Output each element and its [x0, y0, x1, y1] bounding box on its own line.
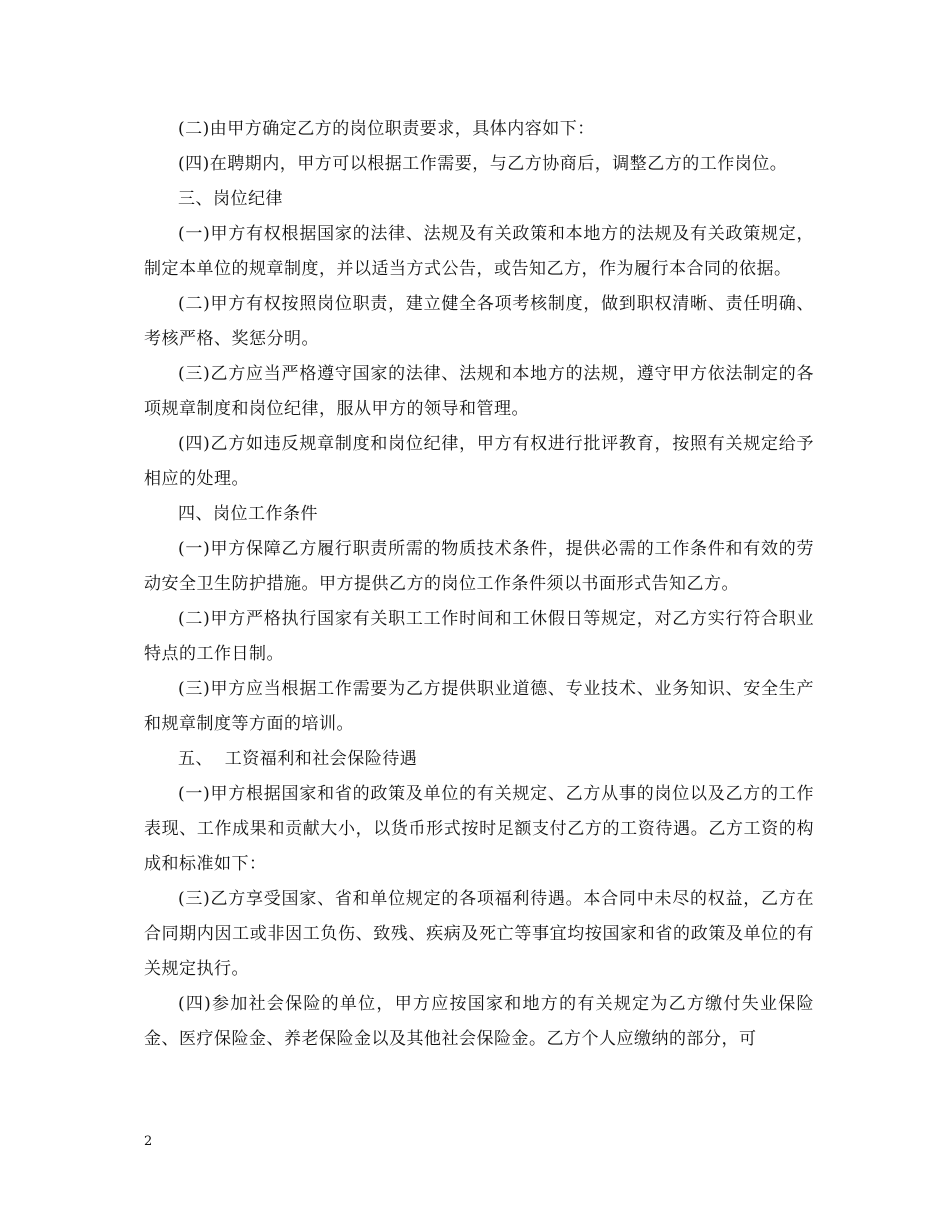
- paragraph: (一)甲方保障乙方履行职责所需的物质技术条件，提供必需的工作条件和有效的劳动安全卫生防护措施。甲方提供乙方的岗位工作条件须以书面形式告知乙方。: [144, 539, 814, 594]
- section-heading: 五、 工资福利和社会保险待遇: [178, 749, 418, 769]
- paragraph: (二)甲方有权按照岗位职责，建立健全各项考核制度，做到职权清晰、责任明确、考核严格、奖惩分明。: [144, 294, 814, 349]
- paragraph: (三)甲方应当根据工作需要为乙方提供职业道德、专业技术、业务知识、安全生产和规章制度等方面的培训。: [144, 679, 814, 734]
- paragraph: (四)参加社会保险的单位，甲方应按国家和地方的有关规定为乙方缴付失业保险金、医疗保险金、养老保险金以及其他社会保险金。乙方个人应缴纳的部分，可: [144, 994, 814, 1049]
- section-heading: 四、岗位工作条件: [178, 504, 318, 524]
- page-number: 2: [144, 1134, 153, 1149]
- paragraph: (一)甲方根据国家和省的政策及单位的有关规定、乙方从事的岗位以及乙方的工作表现、工作成果和贡献大小，以货币形式按时足额支付乙方的工资待遇。乙方工资的构成和标准如下：: [144, 784, 814, 874]
- paragraph: (四)乙方如违反规章制度和岗位纪律，甲方有权进行批评教育，按照有关规定给予相应的处理。: [144, 434, 814, 489]
- paragraph: (二)由甲方确定乙方的岗位职责要求，具体内容如下：: [178, 119, 595, 139]
- paragraph: (二)甲方严格执行国家有关职工工作时间和工休假日等规定，对乙方实行符合职业特点的工作日制。: [144, 609, 814, 664]
- paragraph: (三)乙方应当严格遵守国家的法律、法规和本地方的法规，遵守甲方依法制定的各项规章制度和岗位纪律，服从甲方的领导和管理。: [144, 364, 814, 419]
- document-body: [144, 112, 814, 1057]
- section-heading: 三、岗位纪律: [178, 189, 283, 209]
- paragraph: (四)在聘期内，甲方可以根据工作需要，与乙方协商后，调整乙方的工作岗位。: [178, 154, 788, 174]
- paragraph: (一)甲方有权根据国家的法律、法规及有关政策和本地方的法规及有关政策规定，制定本单位的规章制度，并以适当方式公告，或告知乙方，作为履行本合同的依据。: [144, 224, 814, 279]
- paragraph: (三)乙方享受国家、省和单位规定的各项福利待遇。本合同中未尽的权益，乙方在合同期内因工或非因工负伤、致残、疾病及死亡等事宜均按国家和省的政策及单位的有关规定执行。: [144, 889, 814, 979]
